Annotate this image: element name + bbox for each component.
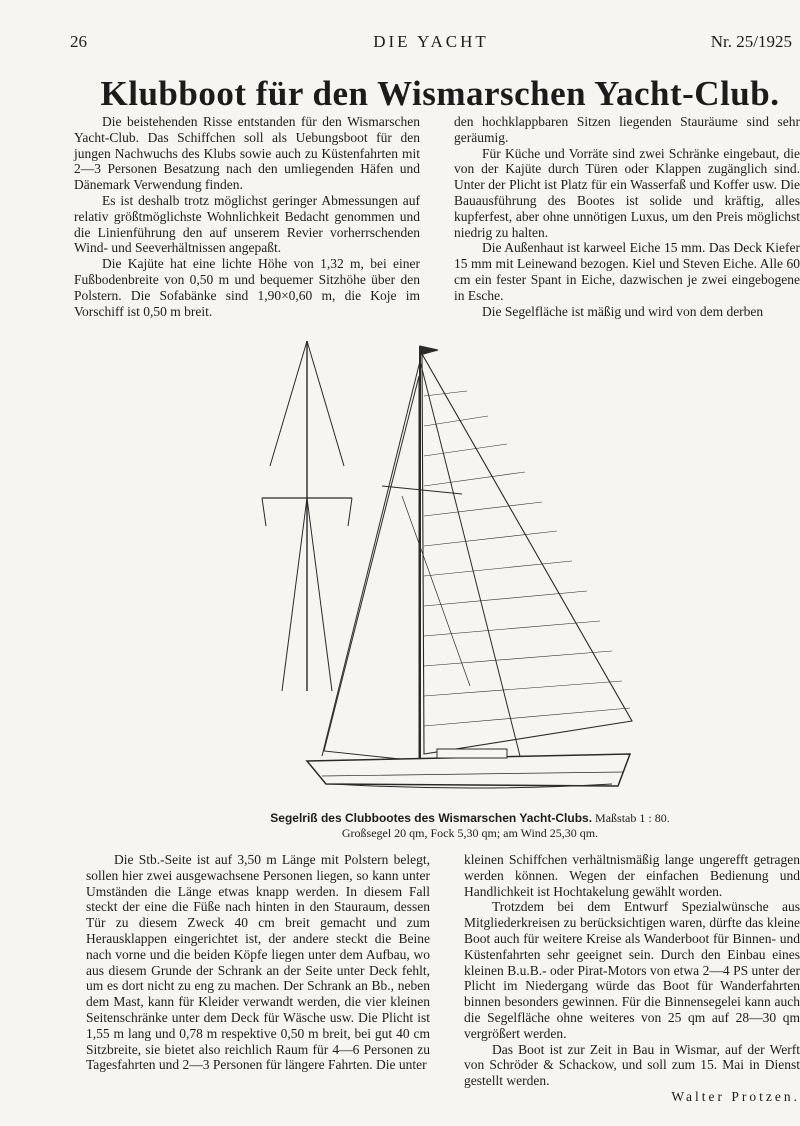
author-signature: Walter Protzen.	[671, 1088, 800, 1104]
text-column-lower-right	[464, 852, 800, 1105]
paragraph: Es ist deshalb trotz möglichst geringer Abmessungen auf relativ größtmöglichste Wohnlichkeit Bedacht genommen und die Linienführung den auf unserem Revier vorherrschenden Wind- und Seeverhältnissen angepaßt.	[74, 192, 420, 256]
caption-line-2: Großsegel 20 qm, Fock 5,30 qm; am Wind 25,30 qm.	[341, 826, 599, 840]
paragraph: Die Außenhaut ist karweel Eiche 15 mm. Das Deck Kiefer 15 mm mit Leinewand bezogen. Kiel und Steven Eiche. Alle 60 cm ein fester Spant in Eiche, dazwischen je zwei eingebogene in Esche.	[454, 240, 800, 303]
text-column-lower-left	[86, 852, 430, 1073]
caption-title: Segelriß des Clubbootes des Wismarschen Yacht-Clubs.	[270, 811, 593, 825]
issue-number: Nr. 25/1925	[710, 32, 792, 51]
paragraph: Die beistehenden Risse entstanden für den Wismarschen Yacht-Club. Das Schiffchen soll als Uebungsboot für den jungen Nachwuchs des Klubs sowie auch zu Küstenfahrten mit 2—3 Personen Besatzung nach den umliegenden Häfen und Dänemark Verwendung finden.	[74, 114, 420, 193]
text-column-upper-right	[454, 114, 800, 319]
figure-caption	[200, 811, 740, 841]
article-title: Klubboot für den Wismarschen Yacht-Club.	[100, 74, 780, 113]
paragraph: Die Segelfläche ist mäßig und wird von dem derben	[482, 303, 764, 319]
paragraph-continued: den hochklappbaren Sitzen liegenden Stauräume sind sehr geräumig.	[454, 114, 800, 145]
text-column-upper-left	[74, 114, 420, 319]
paragraph: Die Kajüte hat eine lichte Höhe von 1,32 m, bei einer Fußbodenbreite von 0,50 m und bequemer Sitzhöhe über den Polstern. Die Sofabänke sind 1,90×0,60 m, die Koje im Vorschiff ist 0,50 m breit.	[74, 256, 420, 319]
caption-line-1	[200, 811, 740, 826]
paragraph: Das Boot ist zur Zeit in Bau in Wismar, auf der Werft von Schröder & Schackow, und soll zum 15. Mai in Dienst gestellt werden.	[464, 1041, 800, 1089]
sail-plan-drawing	[252, 336, 644, 806]
page-header	[70, 32, 792, 54]
paragraph-continued: kleinen Schiffchen verhältnismäßig lange ungerefft getragen werden können. Wegen der einfachen Bedienung und Handlichkeit ist Hochtakelung gewählt worden.	[464, 852, 800, 899]
paragraph: Trotzdem bei dem Entwurf Spezialwünsche aus Mitgliederkreisen zu berücksichtigen waren, dürfte das kleine Boot auch für weitere Kreise als Wanderboot für Binnen- und Küstenfahrten sehr geeignet sein. Durch den Einbau eines kleinen B.u.B.- oder Pirat-Motors von etwa 2—4 PS unter der Plicht im Niedergang würde das Boot für Wanderfahrten binnen besonders gewinnen. Für die Binnensegelei kann auch die Segelfläche ohne weiteres von 25 qm auf 28—30 qm vergrößert werden.	[464, 899, 800, 1041]
paragraph: Die Stb.-Seite ist auf 3,50 m Länge mit Polstern belegt, sollen hier zwei ausgewachsene Personen liegen, so kann unter Umständen die Länge etwas knapp werden. In diesem Fall steckt der eine die Füße nach hinten in den Stauraum, dessen Tür zu diesem Zweck 40 cm breit gemacht und zum Herausklappen eingerichtet ist, der andere steckt die Beine nach vorne und die beiden Köpfe liegen unter dem Aufbau, wo aus diesem Grunde der Schrank an der Seite unter Deck fehlt, um es dort nicht zu eng zu machen. Der Schrank an Bb., neben dem Mast, kann für Kleider verwandt werden, die vier kleinen Seitenschränke unter dem Deck für Wäsche usw. Die Plicht ist 1,55 m lang und 0,78 m respektive 0,50 m breit, bei gut 40 cm Sitzbreite, sie bietet also reichlich Raum für 4—6 Personen zu Tagesfahrten und 2—3 Personen für längere Fahrten. Die unter	[86, 852, 430, 1073]
page-number: 26	[70, 32, 87, 51]
paragraph: Für Küche und Vorräte sind zwei Schränke eingebaut, die von der Kajüte durch Türen oder Klappen zugänglich sind. Unter der Plicht ist Platz für ein Wasserfaß und Koffer usw. Die Bauausführung des Bootes ist solide und kräftig, alles kupferfest, aber ohne unnötigen Luxus, um den Preis möglichst niedrig zu halten.	[454, 145, 800, 240]
running-title: DIE YACHT	[373, 32, 489, 51]
caption-scale: Maßstab 1 : 80.	[595, 811, 670, 825]
